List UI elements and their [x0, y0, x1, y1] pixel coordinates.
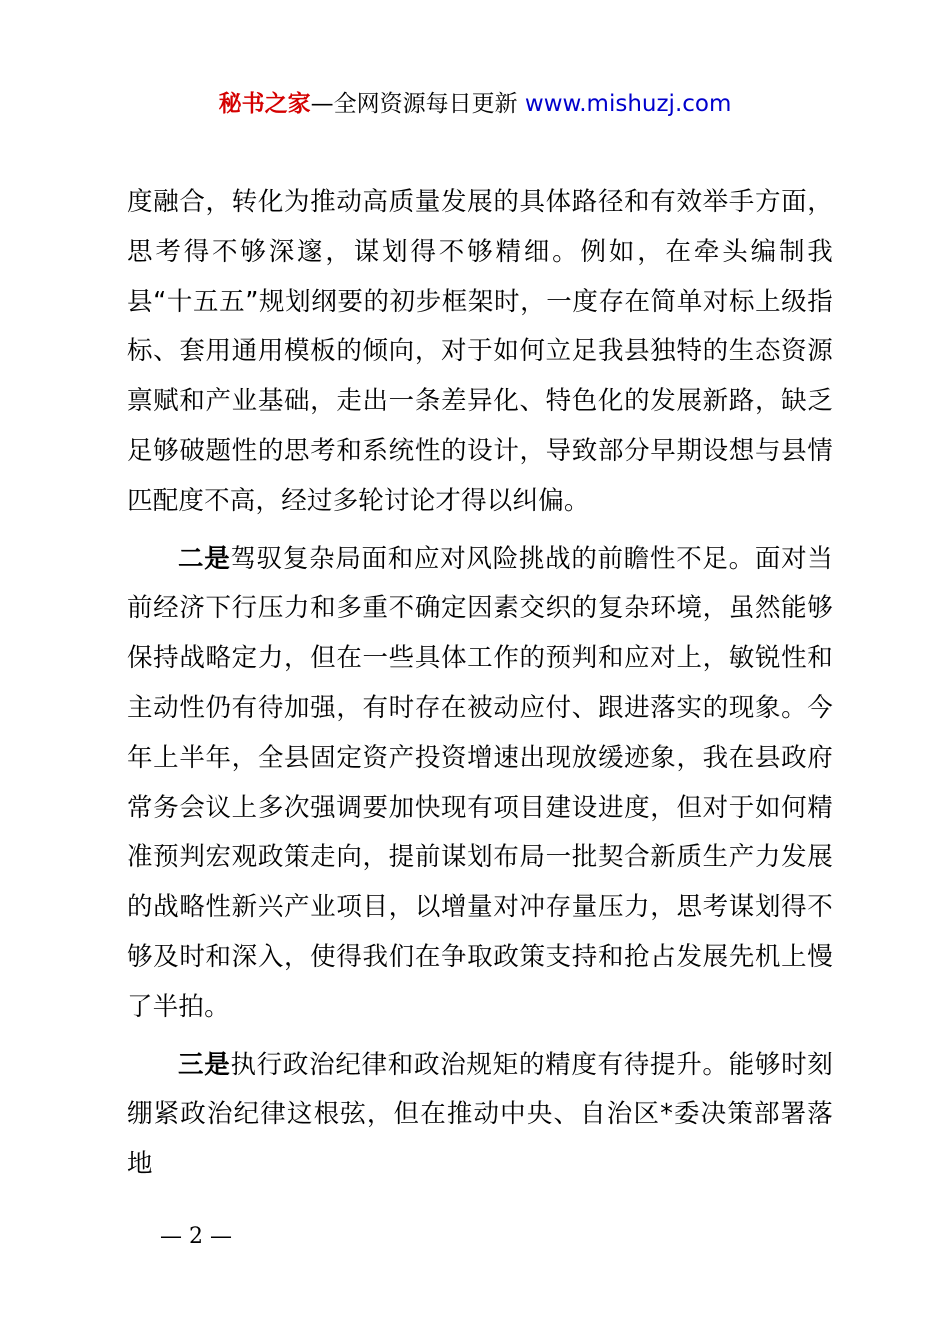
header-separator: —: [310, 91, 334, 117]
site-header: [0, 88, 950, 120]
paragraph-text: 执行政治纪律和政治规矩的精度有待提升。能够时刻绷紧政治纪律这根弦，但在推动中央、自治区*委决策部署落地: [127, 1049, 833, 1180]
site-url-link[interactable]: www.mishuzj.com: [524, 91, 732, 117]
paragraph-text: 驾驭复杂局面和应对风险挑战的前瞻性不足。面对当前经济下行压力和多重不确定因素交织的复杂环境，虽然能够保持战略定力，但在一些具体工作的预判和应对上，敏锐性和主动性仍有待加强，有时存在被动应付、跟进落实的现象。今年上半年，全县固定资产投资增速出现放缓迹象，我在县政府常务会议上多次强调要加快现有项目建设进度，但对于如何精准预判宏观政策走向，提前谋划布局一批契合新质生产力发展的战略性新兴产业项目，以增量对冲存量压力，思考谋划得不够及时和深入，使得我们在争取政策支持和抢占发展先机上慢了半拍。: [127, 543, 833, 1022]
paragraph-lead: 三是: [178, 1049, 231, 1080]
paragraph-point-two: [127, 535, 833, 1033]
brand-name: 秘书之家: [218, 91, 311, 117]
paragraph-point-three: [127, 1041, 833, 1190]
header-slogan: 全网资源每日更新: [333, 91, 518, 117]
paragraph-continuation: [127, 178, 833, 527]
page-number: — 2 —: [160, 1224, 232, 1249]
paragraph-lead: 二是: [178, 543, 231, 574]
document-body: [127, 178, 833, 1190]
paragraph-text: 度融合，转化为推动高质量发展的具体路径和有效举手方面，思考得不够深邃，谋划得不够精细。例如，在牵头编制我县“十五五”规划纲要的初步框架时，一度存在简单对标上级指标、套用通用模板的倾向，对于如何立足我县独特的生态资源禀赋和产业基础，走出一条差异化、特色化的发展新路，缺乏足够破题性的思考和系统性的设计，导致部分早期设想与县情匹配度不高，经过多轮讨论才得以纠偏。: [127, 187, 833, 516]
